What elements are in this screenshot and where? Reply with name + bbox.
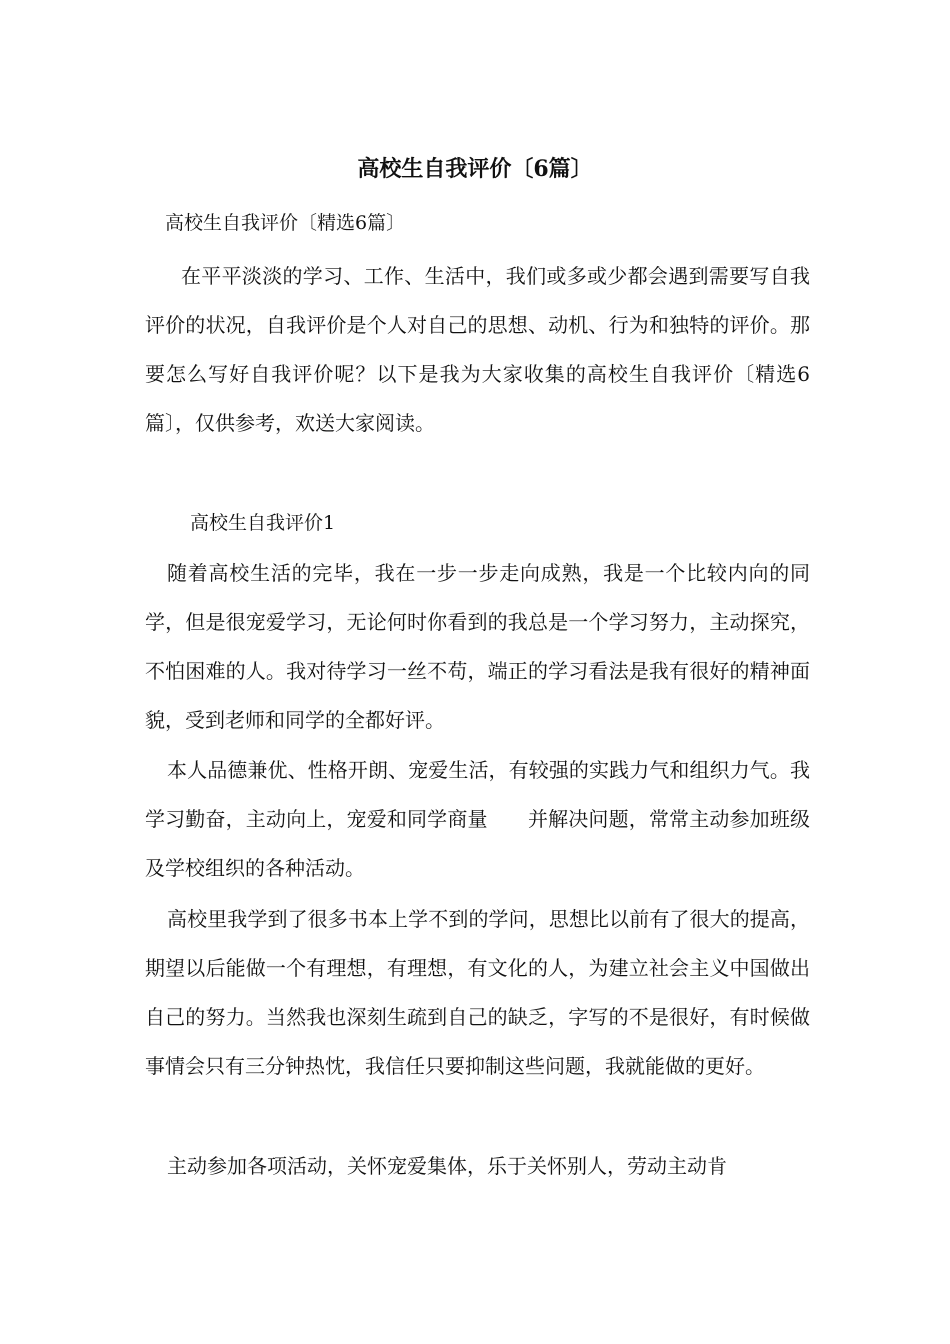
body-paragraph: 高校里我学到了很多书本上学不到的学问，思想比以前有了很大的提高，期望以后能做一个有理想，有理想，有文化的人，为建立社会主义中国做出自己的努力。当然我也深刻生疏到自己的缺乏，字写的不是很好，有时候做事情会只有三分钟热忱，我信任只要抑制这些问题，我就能做的更好。: [145, 907, 810, 1078]
section-heading: 高校生自我评价1: [190, 512, 336, 534]
body-paragraph: 主动参加各项活动，关怀宠爱集体，乐于关怀别人，劳动主动肯: [167, 1154, 727, 1178]
body-paragraph: 本人品德兼优、性格开朗、宠爱生活，有较强的实践力气和组织力气。我学习勤奋，主动向上，宠爱和同学商量 并解决问题，常常主动参加班级及学校组织的各种活动。: [145, 758, 810, 880]
document-title: 高校生自我评价〔6篇〕: [357, 156, 593, 182]
document-subtitle: 高校生自我评价〔精选6篇〕: [165, 212, 406, 234]
body-paragraph: 随着高校生活的完毕，我在一步一步走向成熟，我是一个比较内向的同学，但是很宠爱学习，无论何时你看到的我总是一个学习努力，主动探究，不怕困难的人。我对待学习一丝不苟，端正的学习看法是我有很好的精神面貌，受到老师和同学的全都好评。: [145, 561, 810, 732]
intro-paragraph: 在平平淡淡的学习、工作、生活中，我们或多或少都会遇到需要写自我评价的状况，自我评价是个人对自己的思想、动机、行为和独特的评价。那要怎么写好自我评价呢？以下是我为大家收集的高校生自我评价〔精选6篇〕，仅供参考，欢送大家阅读。: [145, 264, 810, 435]
